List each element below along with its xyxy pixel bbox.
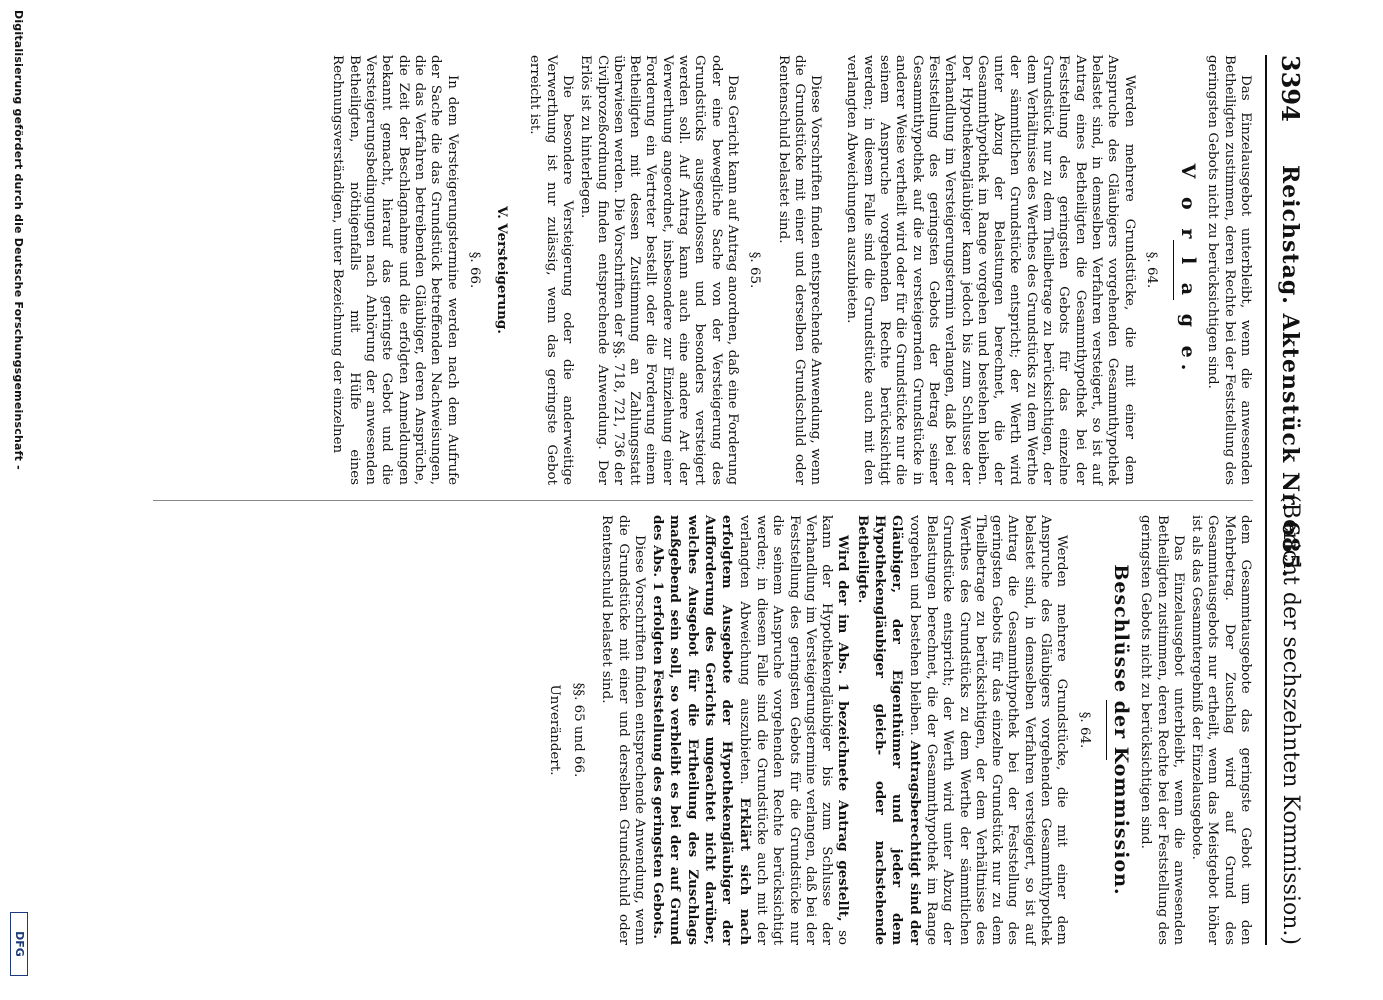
section-64-paragraph-3: Diese Vorschriften finden entsprechende Anwendung, wenn die Grundstücke mit einer und derselben Grundschuld oder Rentenschuld belastet sind.	[599, 515, 647, 945]
section-65-66-heading: §§. 65 und 66.	[571, 682, 587, 778]
section-65-paragraph-2: Die besondere Versteigerung oder die anderweitige Verwerthung ist nur zulässig, wenn das geringste Gebot erreicht ist.	[527, 55, 576, 485]
section-64-paragraph: Werden mehrere Grundstücke, die mit einer dem Anspruche des Gläubigers vorgehenden Gesammthypothek belastet sind, in demselben Verfahren versteigert, so ist auf Antrag eines Betheiligten die Gesammthypothek bei der Feststellung des geringsten Gebots für das einzelne Grundstück nur zu dem Theilbetrage zu berücksichtigen, der dem Verhältnisse des Werthes des Grundstücks zu dem Werthe der sämmtlichen Grundstücke entspricht; der Werth wird unter Abzug der Belastungen berechnet, die der Gesammthypothek im Range vorgehen und bestehen bleiben. Der Hypothekengläubiger kann jedoch bis zum Schlusse der Verhandlung im Versteigerungstermin verlangen, daß bei der Feststellung des geringsten Gebots der Betrag seiner Gesammthypothek auf die zu versteigernden Grundstücke in anderer Weise vertheilt wird oder für die Grundstücke nur die seinem Anspruche vorgehenden Rechte berücksichtigt werden; in diesem Falle sind die Grundstücke auch mit den verlangten Abweichungen auszubieten.	[844, 55, 1137, 485]
section-64-paragraph-2: Diese Vorschriften finden entsprechende Anwendung, wenn die Grundstücke mit einer und derselben Grundschuld oder Rentenschuld belastet sind.	[775, 55, 824, 485]
right-intro-paragraph-2: Das Einzelausgebot unterbleibt, wenn die anwesenden Betheiligten zustimmen, deren Rechte bei der Feststellung des geringsten Gebots nicht zu berücksichtigen sind.	[1138, 515, 1186, 945]
section-64-heading: §. 64.	[1143, 251, 1159, 289]
section-64-amendment-3: Erklärt sich nach erfolgtem Ausgebote der Hypothekengläubiger der Aufforderung des Gerichts ungeachtet nicht darüber, welches Ausgebot für die Ertheilung des Zuschlags maßgebend sein soll, so verbleibt es bei der auf Grund des Abs. 1 erfolgten Feststellung des geringsten Gebots.	[650, 515, 753, 945]
section-64-paragraph	[853, 515, 1069, 945]
section-64-amendment-2: Wird der im Abs. 1 bezeichnete Antrag gestellt,	[835, 535, 852, 922]
column-beschluesse	[537, 515, 1253, 945]
title-rule	[1106, 700, 1107, 760]
title-rule	[1173, 240, 1174, 300]
page-number: 3394	[1276, 55, 1305, 122]
right-intro-paragraph: dem Gesammtausgebote das geringste Gebot um den Mehrbetrag. Der Zuschlag wird auf Grund des Gesammtausgebots nur ertheilt, wenn das Meistgebot höher ist als das Gesammtergebniß der Einzelausgebote.	[1189, 515, 1253, 945]
column-vorlage	[327, 55, 1253, 485]
section-64-paragraph-2	[649, 515, 852, 945]
vorlage-heading: V o r l a g e.	[1177, 163, 1200, 377]
dfg-logo: DFG	[10, 912, 28, 976]
section-65-paragraph: Das Gericht kann auf Antrag anordnen, daß eine Forderung oder eine bewegliche Sache von der Versteigerung des Grundstücks ausgeschlossen und besonders versteigert werden soll. Auf Antrag kann auch eine andere Art der Verwerthung angeordnet, insbesondere zur Einziehung einer Forderung ein Vertreter bestellt oder die Forderung einem Betheiligten mit dessen Zustimmung an Zahlungsstatt überwiesen werden. Die Vorschriften der §§. 718, 721, 736 der Civilprozeßordnung finden entsprechende Anwendung. Der Erlös ist zu hinterlegen.	[578, 55, 740, 485]
section-64-amendment-1: Antragsberechtigt sind der Gläubiger, der Eigenthümer und jeder dem Hypothekengläubiger gleich- oder nachstehende Betheiligte.	[854, 515, 923, 945]
section-v-heading: V. Versteigerung.	[494, 206, 511, 334]
left-intro-paragraph: Das Einzelausgebot unterbleibt, wenn die anwesenden Betheiligten zustimmen, deren Rechte bei der Feststellung des geringsten Gebots nicht zu berücksichtigen sind.	[1205, 55, 1253, 485]
kommission-heading: Beschlüsse der Kommission.	[1109, 564, 1132, 896]
document-title: Reichstag. Aktenstück Nr. 685.	[1277, 165, 1303, 579]
section-64-text: Werden mehrere Grundstücke, die mit einer dem Anspruche des Gläubigers vorgehenden Gesammthypothek belastet sind, in demselben Verfahren versteigert, so ist auf Antrag die Gesammthypothek bei der Feststellung des geringsten Gebots für das einzelne Grundstück nur zu dem Theilbetrage zu berücksichtigen, der dem Verhältnisse des Werthes des Grundstücks zu dem Werthe der sämmtlichen Grundstücke entspricht; der Werth wird unter Abzug der Belastungen berechnet, die der Gesammthypothek im Range vorgehen und bestehen bleiben.	[906, 515, 1070, 945]
unchanged-note: Unverändert.	[546, 684, 562, 776]
running-head	[1265, 55, 1311, 945]
section-66-paragraph: In dem Versteigerungstermine werden nach dem Aufrufe der Sache die das Grundstück betreffenden Nachweisungen, die das Verfahren betreibenden Gläubiger, deren Ansprüche, die Zeit der Beschlagnahme und die erfolgten Anmeldungen bekannt gemacht, hierauf das geringste Gebot und die Versteigerungsbedingungen nach Anhörung der anwesenden Betheiligten, nöthigenfalls mit Hülfe eines Rechnungsverständigen, unter Bezeichnung der einzelnen	[330, 55, 460, 485]
digitization-credit: Digitalisierung gefördert durch die Deutsche Forschungsgemeinschaft -	[12, 10, 25, 470]
section-66-heading: §. 66.	[466, 251, 482, 289]
section-64-text-2: so kann der Hypothekengläubiger bis zum Schlusse der Verhandlung im Versteigerungstermine verlangen, daß bei der Feststellung des geringsten Gebots für die Grundstücke nur die seinem Anspruche vorgehenden Rechte berücksichtigt werden; in diesem Falle sind die Grundstücke auch mit der verlangten Abweichung auszubieten.	[736, 515, 851, 945]
report-title: (Bericht der sechszehnten Kommission.)	[1278, 494, 1303, 945]
section-65-heading: §. 65.	[747, 251, 763, 289]
section-64-heading: §. 64.	[1076, 711, 1092, 749]
